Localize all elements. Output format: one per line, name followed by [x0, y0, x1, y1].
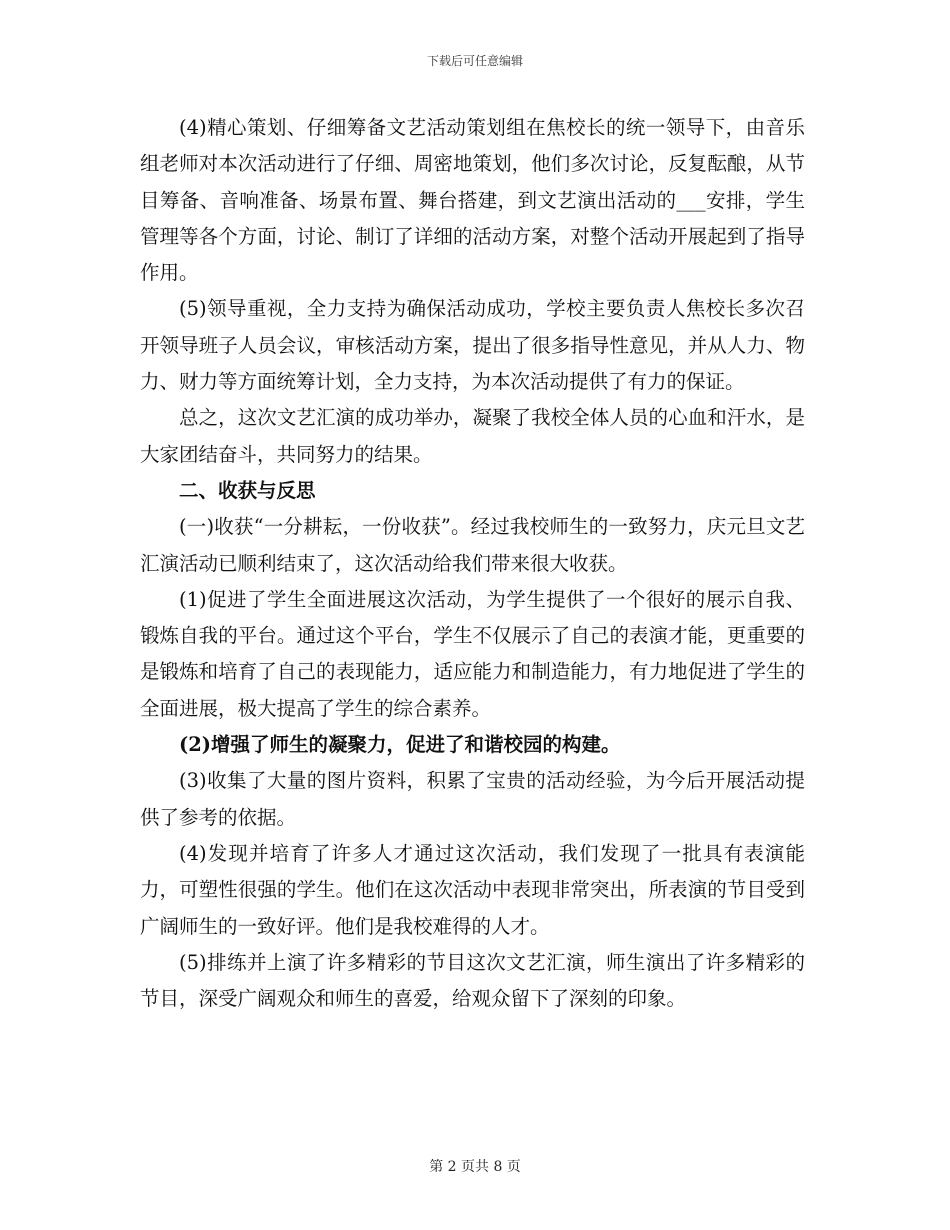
paragraph-planning: (4)精心策划、仔细筹备文艺活动策划组在焦校长的统一领导下，由音乐组老师对本次活动进行了仔细、周密地策划，他们多次讨论，反复酝酿，从节目筹备、音响准备、场景布置、舞台搭建，到文艺演出活动的___安排，学生管理等各个方面，讨论、制订了详细的活动方案，对整个活动开展起到了指导作用。	[140, 116, 805, 285]
page-number: 第 2 页共 8 页	[429, 1159, 521, 1175]
page-header: 下载后可任意编辑	[426, 54, 523, 68]
paragraph-cohesion: (2)增强了师生的凝聚力，促进了和谐校园的构建。	[179, 733, 621, 757]
paragraph-student-development: (1)促进了学生全面进展这次活动，为学生提供了一个很好的展示自我、锻炼自我的平台。通过这个平台，学生不仅展示了自己的表演才能，更重要的是锻炼和培育了自己的表现能力，适应能力和制造能力，有力地促进了学生的全面进展，极大提高了学生的综合素养。	[140, 587, 805, 720]
paragraph-leadership: (5)领导重视，全力支持为确保活动成功，学校主要负责人焦校长多次召开领导班子人员会议，审核活动方案，提出了很多指导性意见，并从人力、物力、财力等方面统筹计划，全力支持，为本次活动提供了有力的保证。	[140, 297, 805, 394]
document-body	[140, 110, 805, 1017]
paragraph-materials: (3)收集了大量的图片资料，积累了宝贵的活动经验，为今后开展活动提供了参考的依据。	[140, 769, 805, 829]
paragraph-summary: 总之，这次文艺汇演的成功举办，凝聚了我校全体人员的心血和汗水，是大家团结奋斗，共同努力的结果。	[140, 406, 805, 466]
paragraph-programs: (5)排练并上演了许多精彩的节目这次文艺汇演，师生演出了许多精彩的节目，深受广阔观众和师生的喜爱，给观众留下了深刻的印象。	[140, 950, 805, 1011]
paragraph-talent: (4)发现并培育了许多人才通过这次活动，我们发现了一批具有表演能力，可塑性很强的学生。他们在这次活动中表现非常突出，所表演的节目受到广阔师生的一致好评。他们是我校难得的人才。	[140, 841, 805, 938]
section-heading: 二、收获与反思	[179, 478, 316, 502]
paragraph-harvest: (一)收获“一分耕耘，一份收获”。经过我校师生的一致努力，庆元旦文艺汇演活动已顺利结束了，这次活动给我们带来很大收获。	[140, 515, 805, 575]
